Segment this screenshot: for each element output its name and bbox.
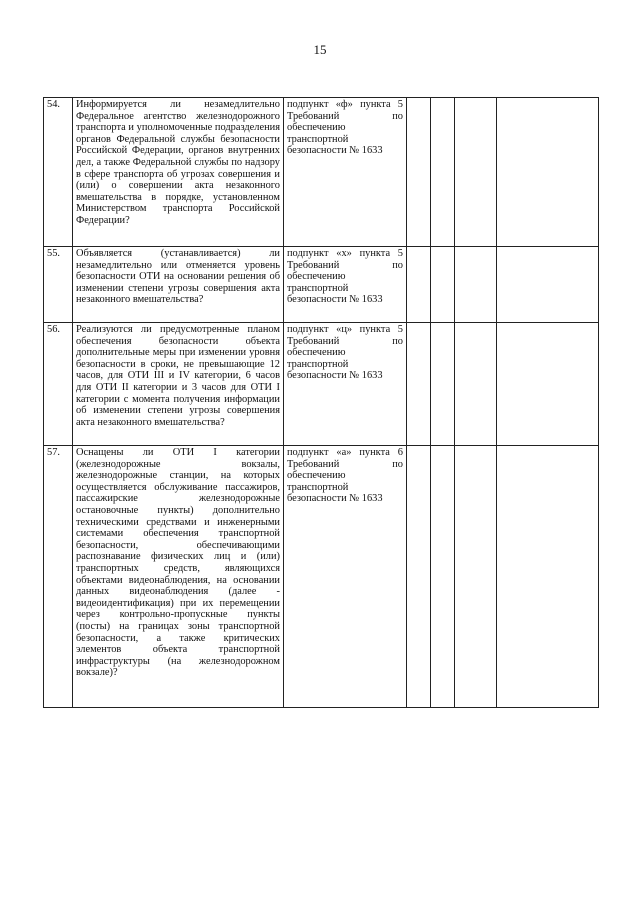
notes-cell[interactable] <box>497 98 599 247</box>
answer-no-cell[interactable] <box>431 446 455 708</box>
question-text: Объявляется (устанавливается) ли незамедлительно или отменяется уровень безопасности ОТИ на основании решения об изменении степени угрозы совершения акта незаконного вмешательства? <box>73 247 284 323</box>
answer-yes-cell[interactable] <box>407 247 431 323</box>
row-number: 55. <box>44 247 73 323</box>
answer-yes-cell[interactable] <box>407 323 431 446</box>
table-row <box>44 247 599 323</box>
question-text: Реализуются ли предусмотренные планом обеспечения безопасности объекта дополнительные меры при изменении уровня безопасности в сроки, не превышающие 12 часов, для ОТИ III и IV категории, 6 часов для ОТИ II категории и 3 часов для ОТИ I категории с момента получения информации об изменении степени угрозы совершения акта незаконного вмешательства? <box>73 323 284 446</box>
answer-no-cell[interactable] <box>431 247 455 323</box>
not-applicable-cell[interactable] <box>455 98 497 247</box>
not-applicable-cell[interactable] <box>455 446 497 708</box>
requirement-reference: подпункт «а» пункта 6 Требований по обеспечению транспортной безопасности № 1633 <box>284 446 407 708</box>
answer-yes-cell[interactable] <box>407 446 431 708</box>
table-row <box>44 446 599 708</box>
requirement-reference: подпункт «х» пункта 5 Требований по обеспечению транспортной безопасности № 1633 <box>284 247 407 323</box>
requirement-reference: подпункт «ф» пункта 5 Требований по обеспечению транспортной безопасности № 1633 <box>284 98 407 247</box>
not-applicable-cell[interactable] <box>455 247 497 323</box>
notes-cell[interactable] <box>497 247 599 323</box>
row-number: 56. <box>44 323 73 446</box>
checklist-table <box>43 97 599 708</box>
answer-no-cell[interactable] <box>431 323 455 446</box>
requirement-reference: подпункт «ц» пункта 5 Требований по обеспечению транспортной безопасности № 1633 <box>284 323 407 446</box>
answer-no-cell[interactable] <box>431 98 455 247</box>
row-number: 54. <box>44 98 73 247</box>
answer-yes-cell[interactable] <box>407 98 431 247</box>
row-number: 57. <box>44 446 73 708</box>
question-text: Оснащены ли ОТИ I категории (железнодорожные вокзалы, железнодорожные станции, на которых осуществляется обслуживание пассажиров, пассажирские железнодорожные остановочные пункты) дополнительно техническими средствами и инженерными системами обеспечения транспортной безопасности, обеспечивающими распознавание физических лиц и (или) транспортных средств, являющихся объектами видеонаблюдения, на основании данных видеонаблюдения (далее - видеоидентификация) при их перемещении через контрольно-пропускные пункты (посты) на границах зоны транспортной безопасности, а также критических элементов объекта транспортной инфраструктуры (на железнодорожном вокзале)? <box>73 446 284 708</box>
table-row <box>44 323 599 446</box>
not-applicable-cell[interactable] <box>455 323 497 446</box>
notes-cell[interactable] <box>497 323 599 446</box>
question-text: Информируется ли незамедлительно Федеральное агентство железнодорожного транспорта и уполномоченные подразделения органов Федеральной службы безопасности Российской Федерации, органов внутренних дел, а также Федеральной службы по надзору в сфере транспорта об угрозах совершения и (или) о совершении акта незаконного вмешательства в порядке, установленном Министерством транспорта Российской Федерации? <box>73 98 284 247</box>
notes-cell[interactable] <box>497 446 599 708</box>
page-number: 15 <box>313 42 327 57</box>
table-row <box>44 98 599 247</box>
